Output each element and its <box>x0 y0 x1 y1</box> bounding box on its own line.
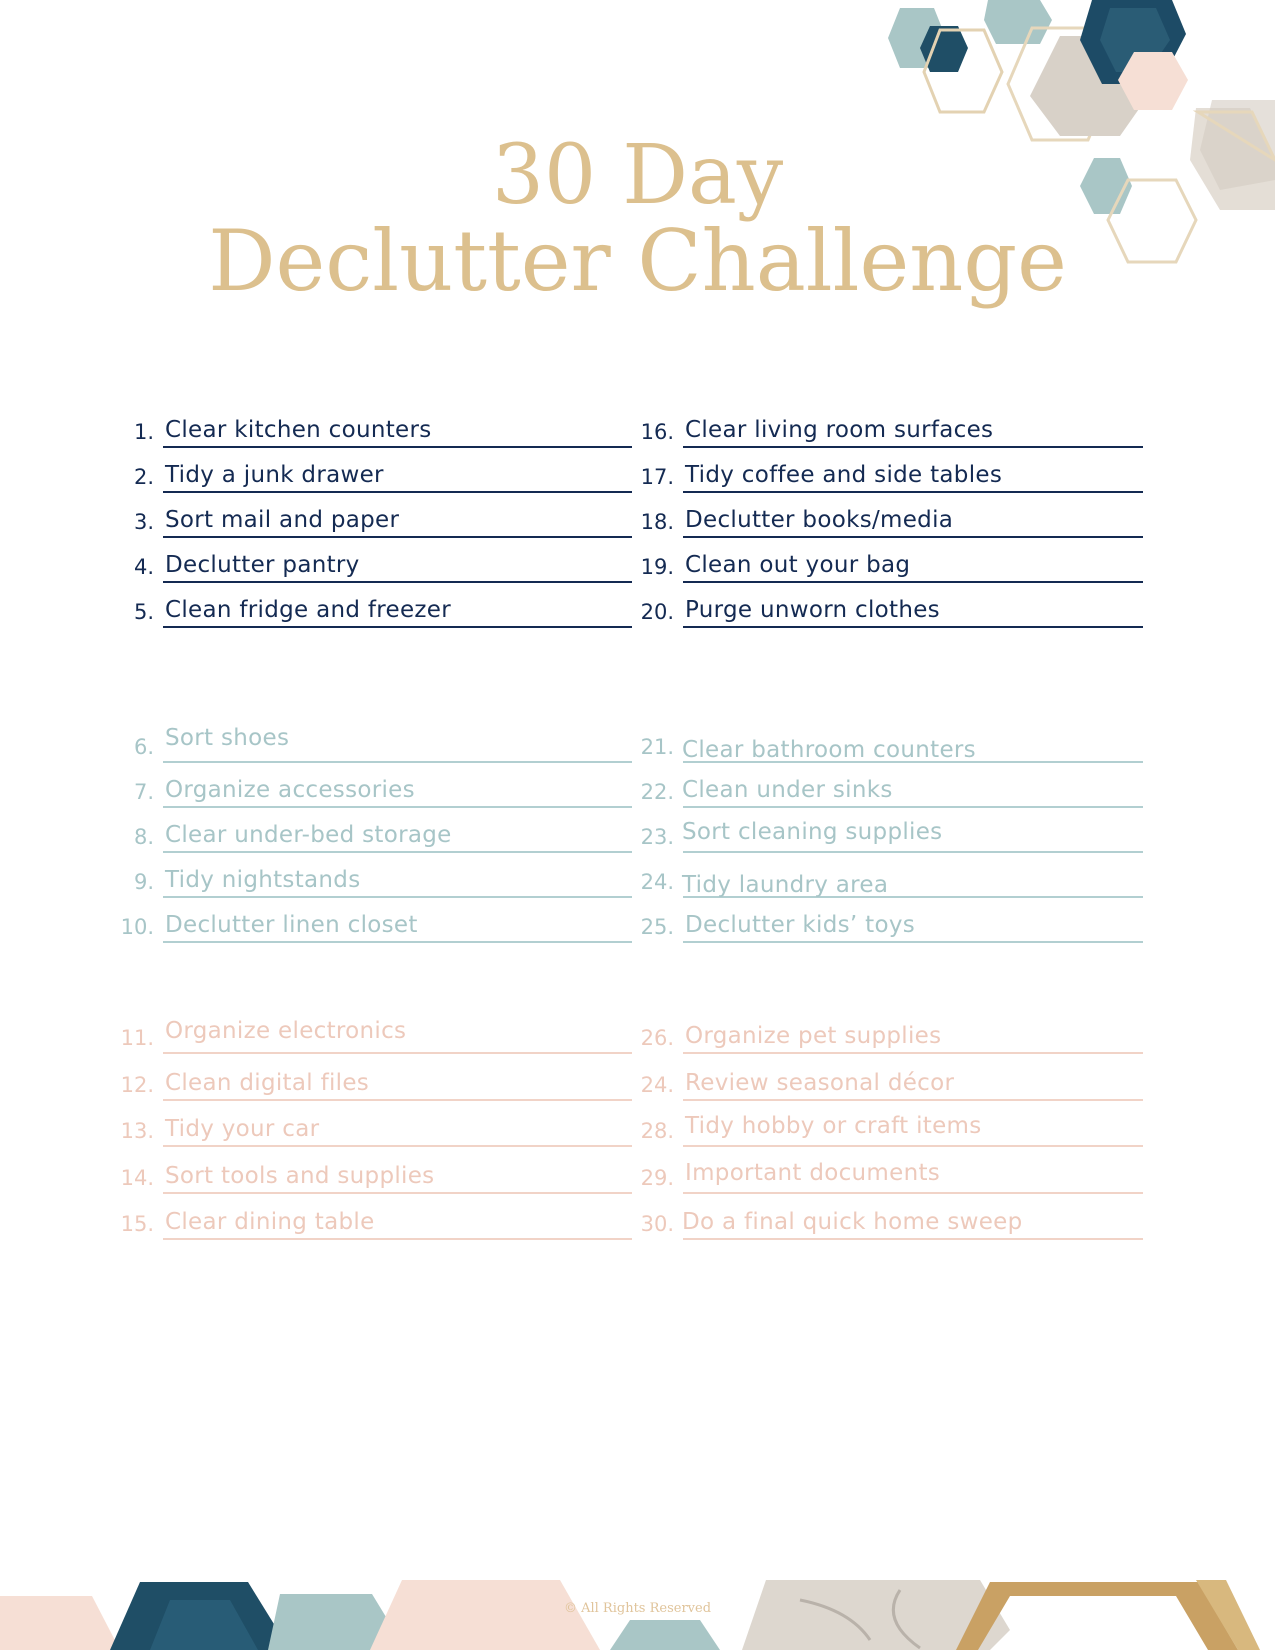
item-number: 14. <box>120 1166 154 1190</box>
item-underline <box>163 536 632 538</box>
item-label: Tidy hobby or craft items <box>685 1113 982 1139</box>
list-item <box>120 1154 632 1194</box>
item-label: Clean fridge and freezer <box>165 597 451 623</box>
item-number: 25. <box>640 915 674 939</box>
item-underline <box>683 1238 1143 1240</box>
item-label: Clear dining table <box>165 1209 375 1235</box>
item-underline <box>683 446 1143 448</box>
item-underline <box>683 851 1143 853</box>
list-item <box>126 858 632 898</box>
item-label: Sort mail and paper <box>165 507 400 533</box>
item-label: Purge unworn clothes <box>685 597 940 623</box>
item-number: 9. <box>133 870 154 894</box>
item-label: Organize pet supplies <box>685 1023 942 1049</box>
item-label: Declutter linen closet <box>165 912 418 938</box>
item-label: Declutter pantry <box>165 552 360 578</box>
item-number: 6. <box>133 735 154 759</box>
item-underline <box>163 1145 632 1147</box>
item-underline <box>683 581 1143 583</box>
list-item <box>120 1107 632 1147</box>
list-item <box>640 1014 1143 1054</box>
item-underline <box>163 626 632 628</box>
list-item <box>640 1200 1143 1240</box>
item-label: Clean digital files <box>165 1070 370 1096</box>
item-underline <box>683 806 1143 808</box>
item-label: Clear kitchen counters <box>165 417 432 443</box>
item-number: 20. <box>640 600 674 624</box>
item-label: Tidy a junk drawer <box>165 462 384 488</box>
list-item <box>640 1154 1143 1194</box>
item-number: 11. <box>120 1026 154 1050</box>
item-number: 4. <box>133 555 154 579</box>
item-label: Declutter books/media <box>685 507 954 533</box>
list-item <box>640 1061 1143 1101</box>
list-item <box>126 408 632 448</box>
item-underline <box>683 1052 1143 1054</box>
title-line-2: Declutter Challenge <box>208 212 1067 310</box>
list-item <box>640 408 1143 448</box>
item-underline <box>683 536 1143 538</box>
item-number: 26. <box>640 1026 674 1050</box>
list-item <box>126 453 632 493</box>
item-number: 22. <box>640 780 674 804</box>
item-number: 16. <box>640 420 674 444</box>
item-label: Clean under sinks <box>682 777 893 803</box>
item-underline <box>163 896 632 898</box>
list-item <box>640 453 1143 493</box>
item-underline <box>163 446 632 448</box>
item-number: 5. <box>133 600 154 624</box>
item-label: Organize accessories <box>165 777 415 803</box>
item-number: 24. <box>640 1073 674 1097</box>
item-label: Tidy coffee and side tables <box>685 462 1003 488</box>
list-item <box>640 813 1143 853</box>
item-number: 30. <box>640 1212 674 1236</box>
item-label: Organize electronics <box>165 1018 407 1044</box>
item-number: 3. <box>133 510 154 534</box>
list-item <box>640 588 1143 628</box>
item-number: 2. <box>133 465 154 489</box>
item-label: Review seasonal décor <box>685 1070 955 1096</box>
item-number: 24. <box>640 870 674 894</box>
item-underline <box>683 1099 1143 1101</box>
item-label: Tidy nightstands <box>165 867 361 893</box>
item-label: Clean out your bag <box>685 552 911 578</box>
item-number: 23. <box>640 825 674 849</box>
item-label: Tidy your car <box>165 1116 320 1142</box>
item-number: 8. <box>133 825 154 849</box>
item-number: 10. <box>120 915 154 939</box>
list-item <box>126 813 632 853</box>
list-item <box>120 1200 632 1240</box>
item-label: Clear under-bed storage <box>165 822 452 848</box>
item-label: Clear living room surfaces <box>685 417 994 443</box>
list-item <box>640 858 1143 898</box>
item-underline <box>683 491 1143 493</box>
item-underline <box>163 941 632 943</box>
item-underline <box>163 851 632 853</box>
list-item <box>126 768 632 808</box>
list-item <box>640 498 1143 538</box>
item-label: Sort shoes <box>165 725 290 751</box>
item-underline <box>683 1145 1143 1147</box>
item-number: 28. <box>640 1119 674 1143</box>
list-item <box>640 723 1143 763</box>
list-item <box>120 1014 632 1054</box>
list-item <box>640 903 1143 943</box>
item-label: Do a final quick home sweep <box>682 1209 1023 1235</box>
item-underline <box>163 761 632 763</box>
item-number: 1. <box>133 420 154 444</box>
item-number: 19. <box>640 555 674 579</box>
item-number: 29. <box>640 1166 674 1190</box>
item-label: Important documents <box>685 1160 941 1186</box>
list-item <box>120 903 632 943</box>
item-number: 12. <box>120 1073 154 1097</box>
list-item <box>640 1107 1143 1147</box>
item-underline <box>163 1192 632 1194</box>
item-underline <box>683 626 1143 628</box>
item-underline <box>163 1052 632 1054</box>
list-item <box>126 498 632 538</box>
item-label: Declutter kids’ toys <box>685 912 916 938</box>
item-underline <box>163 491 632 493</box>
list-item <box>126 543 632 583</box>
item-label: Sort tools and supplies <box>165 1163 435 1189</box>
item-number: 21. <box>640 735 674 759</box>
item-underline <box>683 1192 1143 1194</box>
copyright-footer: © All Rights Reserved <box>563 1601 712 1616</box>
list-item <box>126 588 632 628</box>
item-underline <box>163 1099 632 1101</box>
item-number: 7. <box>133 780 154 804</box>
item-label: Tidy laundry area <box>682 872 889 898</box>
item-underline <box>163 1238 632 1240</box>
item-number: 13. <box>120 1119 154 1143</box>
item-number: 17. <box>640 465 674 489</box>
title-line-1: 30 Day <box>491 128 784 223</box>
list-item <box>126 723 632 763</box>
list-item <box>640 768 1143 808</box>
item-label: Clear bathroom counters <box>682 737 976 763</box>
item-underline <box>163 581 632 583</box>
item-number: 15. <box>120 1212 154 1236</box>
list-item <box>640 543 1143 583</box>
item-underline <box>163 806 632 808</box>
item-underline <box>683 941 1143 943</box>
list-item <box>120 1061 632 1101</box>
item-number: 18. <box>640 510 674 534</box>
item-label: Sort cleaning supplies <box>682 819 943 845</box>
